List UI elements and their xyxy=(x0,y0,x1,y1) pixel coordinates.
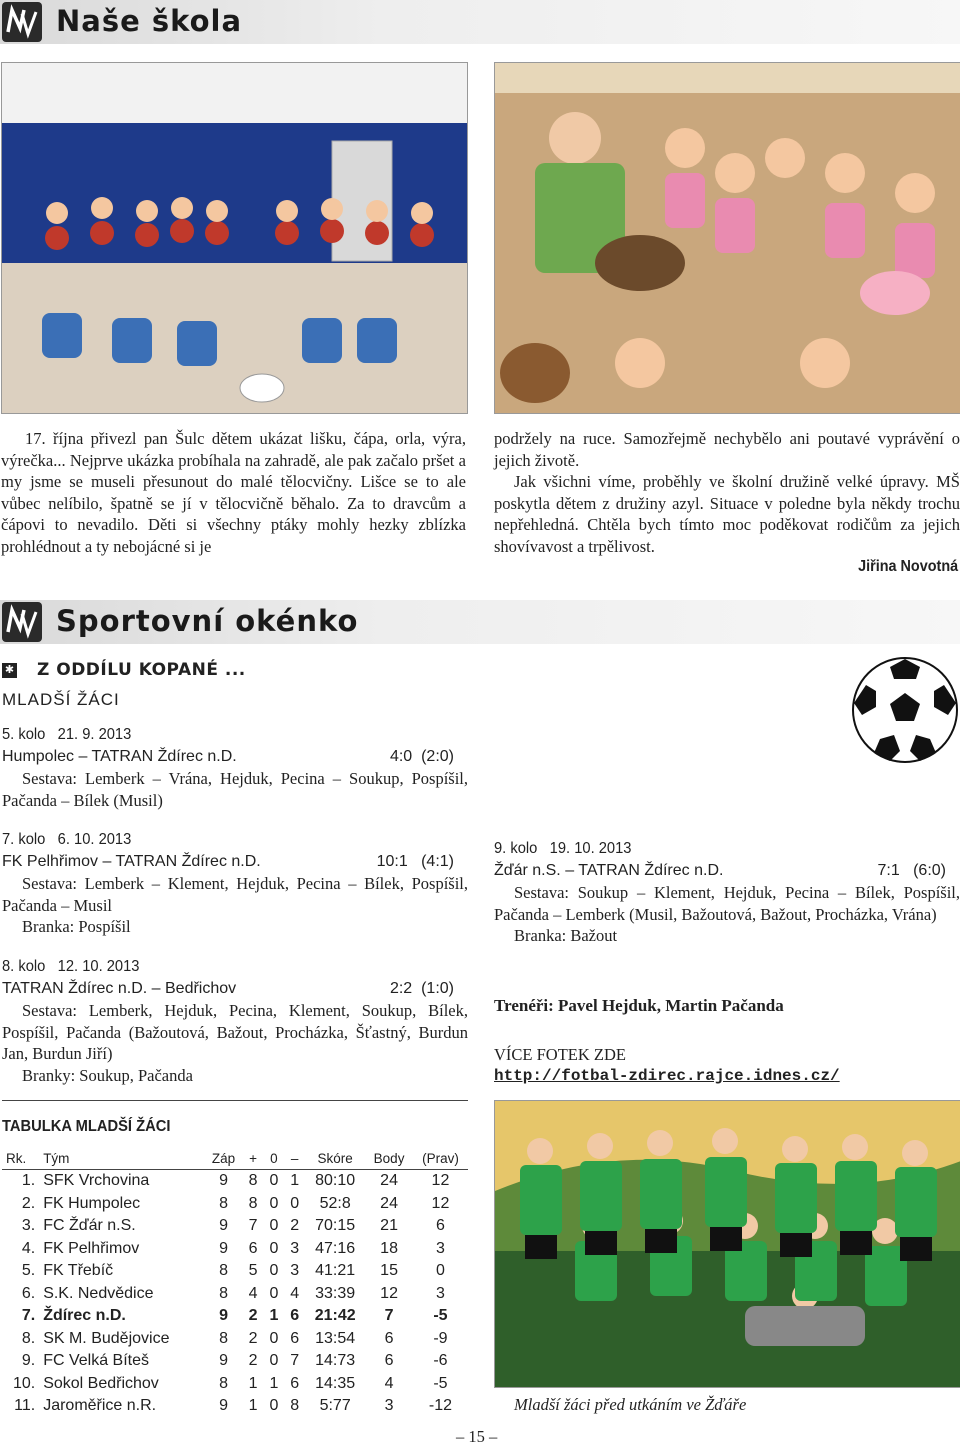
team-name-cell: Jaroměřice n.R. xyxy=(43,1397,157,1415)
table-cell: 8 xyxy=(219,1262,228,1280)
team-name-cell: FK Humpolec xyxy=(43,1194,141,1212)
section-header-nase-skola xyxy=(0,0,960,44)
table-cell: 0 xyxy=(436,1262,445,1280)
match-halftime: (6:0) xyxy=(913,862,946,879)
table-cell: 2 xyxy=(248,1307,258,1325)
table-header-cell: (Prav) xyxy=(413,1148,468,1170)
table-row xyxy=(2,1260,468,1283)
team-name-cell: FC Žďár n.S. xyxy=(43,1217,136,1235)
table-cell: 1. xyxy=(21,1172,36,1190)
table-cell: 3 xyxy=(436,1284,445,1302)
table-cell: 5:77 xyxy=(319,1397,351,1415)
photo-children-gym xyxy=(1,62,468,414)
table-cell: -5 xyxy=(433,1307,448,1325)
table-header-cell: + xyxy=(243,1148,264,1170)
table-cell: 41:21 xyxy=(315,1262,356,1280)
subsection-title: Z ODDÍLU KOPANÉ ... xyxy=(37,660,246,680)
team-name-cell: FK Třebíč xyxy=(43,1262,114,1280)
table-header-cell: Skóre xyxy=(305,1148,365,1170)
table-cell: 7 xyxy=(290,1352,300,1370)
photo-children-basket xyxy=(494,62,960,414)
team-name-cell: FK Pelhřimov xyxy=(43,1239,140,1257)
table-cell: 18 xyxy=(380,1239,398,1257)
match-date: 21. 9. 2013 xyxy=(57,726,132,743)
team-name-cell: FC Velká Bíteš xyxy=(43,1352,150,1370)
table-cell: 4 xyxy=(290,1284,300,1302)
match-round: 7. kolo xyxy=(2,831,46,848)
table-cell: 2 xyxy=(290,1217,300,1235)
table-cell: 8 xyxy=(219,1284,228,1302)
table-cell: 9 xyxy=(219,1239,228,1257)
table-cell: 33:39 xyxy=(315,1284,356,1302)
table-cell: -5 xyxy=(433,1374,448,1392)
table-cell: 0 xyxy=(269,1217,279,1235)
table-cell: 0 xyxy=(269,1194,279,1212)
table-row xyxy=(2,1305,468,1328)
more-photos-link[interactable]: http://fotbal-zdirec.rajce.idnes.cz/ xyxy=(494,1067,840,1085)
table-cell: 6 xyxy=(248,1239,258,1257)
table-cell: 3 xyxy=(436,1239,445,1257)
match-teams: Humpolec – TATRAN Ždírec n.D. xyxy=(2,748,237,765)
match-block-5 xyxy=(2,724,468,811)
team-photo-caption: Mladší žáci před utkáním ve Žďáře xyxy=(514,1395,747,1414)
table-cell: 14:35 xyxy=(315,1374,356,1392)
table-cell: 8. xyxy=(21,1329,36,1347)
table-cell: 4 xyxy=(248,1284,258,1302)
match-goals: Branka: Pospíšil xyxy=(22,917,131,936)
match-halftime: (1:0) xyxy=(421,980,454,997)
table-cell: 1 xyxy=(248,1374,258,1392)
table-row xyxy=(2,1215,468,1238)
table-header-cell: Tým xyxy=(39,1148,204,1170)
table-cell: 4. xyxy=(21,1239,36,1257)
table-cell: 24 xyxy=(380,1172,398,1190)
section-header-sportovni-okenko xyxy=(0,600,960,644)
table-cell: 7. xyxy=(21,1307,36,1325)
article-right-paragraph-1: podržely na ruce. Samozřejmě nechybělo ani poutavé vyprávění o jejich životě. xyxy=(494,429,960,470)
match-teams: Žďár n.S. – TATRAN Ždírec n.D. xyxy=(494,862,724,879)
table-row xyxy=(2,1373,468,1396)
table-cell: 2. xyxy=(21,1194,36,1212)
match-round: 9. kolo xyxy=(494,840,538,857)
match-halftime: (4:1) xyxy=(421,853,454,870)
match-round: 8. kolo xyxy=(2,958,46,975)
match-block-9 xyxy=(494,838,960,947)
table-cell: 1 xyxy=(269,1374,279,1392)
photo-team xyxy=(494,1100,960,1388)
table-cell: 10. xyxy=(12,1374,36,1392)
table-cell: 3. xyxy=(21,1217,36,1235)
table-cell: 24 xyxy=(380,1194,398,1212)
table-cell: 8 xyxy=(219,1374,228,1392)
table-cell: 9 xyxy=(219,1352,228,1370)
table-cell: 6 xyxy=(290,1329,300,1347)
team-name-cell: S.K. Nedvědice xyxy=(43,1284,154,1302)
match-teams: TATRAN Ždírec n.D. – Bedřichov xyxy=(2,980,237,997)
more-photos-label: VÍCE FOTEK ZDE xyxy=(494,1045,626,1064)
table-row xyxy=(2,1170,468,1193)
match-score: 4:0 xyxy=(389,748,413,765)
table-cell: 7 xyxy=(248,1217,258,1235)
nv-logo-icon xyxy=(2,2,42,42)
team-name-cell: SFK Vrchovina xyxy=(43,1172,150,1190)
table-cell: 0 xyxy=(269,1262,279,1280)
team-name-cell: Sokol Bedřichov xyxy=(43,1374,159,1392)
table-cell: 5 xyxy=(248,1262,258,1280)
table-header-cell: Záp xyxy=(204,1148,242,1170)
match-round: 5. kolo xyxy=(2,726,46,743)
table-header-cell: Body xyxy=(365,1148,413,1170)
table-header-cell: 0 xyxy=(264,1148,285,1170)
table-cell: 2 xyxy=(248,1352,258,1370)
match-goals: Branka: Bažout xyxy=(514,926,618,945)
match-date: 12. 10. 2013 xyxy=(57,958,140,975)
section-title: Sportovní okénko xyxy=(56,604,359,638)
table-cell: 13:54 xyxy=(315,1329,356,1347)
page-number: – 15 – xyxy=(456,1427,498,1446)
table-header-cell: Rk. xyxy=(2,1148,39,1170)
table-cell: 11. xyxy=(14,1397,36,1415)
table-cell: 8 xyxy=(290,1397,300,1415)
table-cell: 52:8 xyxy=(319,1194,351,1212)
soccer-ball-icon xyxy=(850,655,960,765)
table-row xyxy=(2,1283,468,1306)
match-lineup: Sestava: Lemberk – Vrána, Hejduk, Pecina – Soukup, Pospíšil, Pačanda – Bílek (Musil) xyxy=(2,769,468,810)
table-cell: 1 xyxy=(290,1172,300,1190)
match-lineup: Sestava: Lemberk, Hejduk, Pecina, Klement, Soukup, Bílek, Pospíšil, Pačanda (Bažoutová, Bažout, Procházka, Šťastný, Burdun Jan, Burdun Jiří) xyxy=(2,1001,468,1063)
match-lineup: Sestava: Lemberk – Klement, Hejduk, Pecina – Bílek, Pospíšil, Pačanda – Musil xyxy=(2,874,468,915)
page-title: Naše škola xyxy=(56,4,243,38)
table-cell: 6 xyxy=(290,1374,300,1392)
article-author: Jiřina Novotná xyxy=(857,558,958,575)
table-cell: 4 xyxy=(384,1374,394,1392)
table-cell: 0 xyxy=(269,1172,279,1190)
table-header-row xyxy=(2,1148,468,1170)
table-cell: 8 xyxy=(248,1194,258,1212)
table-cell: 3 xyxy=(290,1262,300,1280)
table-cell: 1 xyxy=(248,1397,258,1415)
match-block-8 xyxy=(2,956,468,1086)
table-cell: 2 xyxy=(248,1329,258,1347)
nv-logo-icon xyxy=(2,602,42,642)
standings-table xyxy=(2,1148,468,1418)
table-cell: 12 xyxy=(380,1284,398,1302)
match-goals: Branky: Soukup, Pačanda xyxy=(22,1065,193,1085)
match-teams: FK Pelhřimov – TATRAN Ždírec n.D. xyxy=(2,853,261,870)
table-row xyxy=(2,1238,468,1261)
table-cell: 0 xyxy=(269,1397,279,1415)
star-bullet-icon: ✱ xyxy=(2,663,17,678)
match-score: 7:1 xyxy=(877,862,900,879)
table-cell: 7 xyxy=(384,1307,394,1325)
article-left-text: 17. října přivezl pan Šulc dětem ukázat lišku, čápa, orla, výra, výrečka... Nejprve ukázka probíhala na zahradě, ale pak začalo pršet a my jsme se museli přesunout do malé tělocvičny. Lišce se to ale vůbec nelíbilo, špatně se jí v tělocvičně běhalo. Za to dravcům a čápovi to nevadilo. Děti si všechny ptáky mohly hezky zblízka prohlédnout a ty nebojácné si je xyxy=(1,429,466,556)
table-cell: 3 xyxy=(384,1397,394,1415)
table-cell: 0 xyxy=(269,1239,279,1257)
table-cell: 70:15 xyxy=(315,1217,356,1235)
table-row xyxy=(2,1193,468,1216)
table-cell: 21:42 xyxy=(314,1307,356,1325)
table-cell: 1 xyxy=(269,1307,279,1325)
match-score: 2:2 xyxy=(389,980,413,997)
table-cell: 21 xyxy=(380,1217,398,1235)
table-cell: 47:16 xyxy=(315,1239,356,1257)
match-block-7 xyxy=(2,829,468,938)
table-cell: 6 xyxy=(384,1352,394,1370)
article-right-paragraph-2: Jak všichni víme, proběhly ve školní družině velké úpravy. MŠ poskytla dětem z družiny azyl. Situace v poledne byla někdy trochu nepřehledná. Chtěla bych tímto moc poděkovat rodičům za jejich shovívavost a trpělivost. xyxy=(494,472,960,556)
table-row xyxy=(2,1328,468,1351)
table-cell: 0 xyxy=(290,1194,300,1212)
team-name-cell: Ždírec n.D. xyxy=(43,1307,126,1325)
table-cell: 0 xyxy=(269,1329,279,1347)
table-row xyxy=(2,1395,468,1418)
match-score: 10:1 xyxy=(376,853,408,870)
article-right-text xyxy=(494,428,960,557)
table-title: TABULKA MLADŠÍ ŽÁCI xyxy=(2,1118,171,1135)
category-title: MLADŠÍ ŽÁCI xyxy=(2,690,120,709)
match-date: 19. 10. 2013 xyxy=(549,840,632,857)
table-cell: 9 xyxy=(219,1217,228,1235)
table-cell: 8 xyxy=(248,1172,258,1190)
table-cell: 9. xyxy=(21,1352,36,1370)
match-lineup: Sestava: Soukup – Klement, Hejduk, Pecina – Bílek, Pospíšil, Pačanda – Lemberk (Musil, Bažoutová, Bažout, Procházka, Vrána) xyxy=(494,883,960,924)
table-cell: 12 xyxy=(431,1194,450,1212)
table-cell: 80:10 xyxy=(315,1172,356,1190)
table-cell: -12 xyxy=(428,1397,453,1415)
table-cell: 3 xyxy=(290,1239,300,1257)
table-cell: 0 xyxy=(269,1284,279,1302)
table-cell: 5. xyxy=(21,1262,36,1280)
table-cell: -6 xyxy=(433,1352,448,1370)
divider xyxy=(2,1100,468,1101)
table-cell: 8 xyxy=(219,1194,228,1212)
table-cell: 6. xyxy=(21,1284,36,1302)
table-cell: 15 xyxy=(380,1262,398,1280)
table-cell: 9 xyxy=(219,1397,228,1415)
table-cell: -9 xyxy=(433,1329,448,1347)
table-cell: 6 xyxy=(290,1307,300,1325)
table-row xyxy=(2,1350,468,1373)
table-cell: 9 xyxy=(219,1172,228,1190)
table-cell: 9 xyxy=(219,1307,228,1325)
match-halftime: (2:0) xyxy=(421,748,454,765)
table-header-cell: – xyxy=(284,1148,305,1170)
table-cell: 6 xyxy=(436,1217,445,1235)
table-cell: 12 xyxy=(431,1172,450,1190)
table-cell: 14:73 xyxy=(315,1352,356,1370)
table-body xyxy=(2,1170,468,1418)
table-cell: 8 xyxy=(219,1329,228,1347)
team-name-cell: SK M. Budějovice xyxy=(43,1329,170,1347)
match-date: 6. 10. 2013 xyxy=(57,831,132,848)
subsection-heading xyxy=(2,660,246,680)
coaches: Trenéři: Pavel Hejduk, Martin Pačanda xyxy=(494,996,784,1015)
table-cell: 0 xyxy=(269,1352,279,1370)
table-cell: 6 xyxy=(384,1329,394,1347)
